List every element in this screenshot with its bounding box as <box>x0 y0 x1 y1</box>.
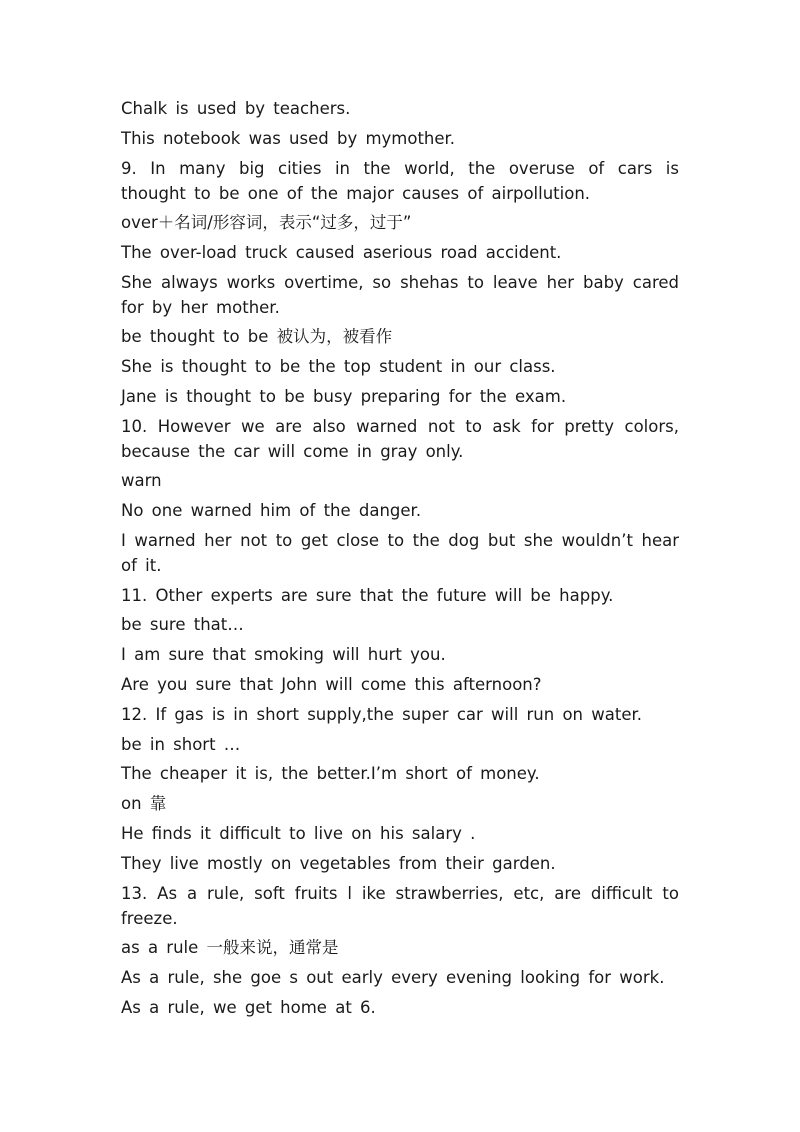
text-line: He finds it difficult to live on his salary . <box>121 823 476 843</box>
text-line: be in short … <box>121 734 241 754</box>
text-line: She is thought to be the top student in our class. <box>121 357 556 377</box>
text-line: This notebook was used by mymother. <box>121 128 456 148</box>
text-line: 12. If gas is in short supply,the super car will run on water. <box>121 704 643 724</box>
text-paragraph: 9. In many big cities in the world, the overuse of cars is thought to be one of the major causes of airpollution. <box>121 158 679 203</box>
text-line: The cheaper it is, the better.I’m short of money. <box>121 764 540 784</box>
text-line: No one warned him of the danger. <box>121 501 422 521</box>
text-line: As a rule, she goe s out early every evening looking for work. <box>121 967 665 987</box>
text-line: as a rule 一般来说，通常是 <box>121 938 339 958</box>
text-line: 11. Other experts are sure that the future will be happy. <box>121 585 614 605</box>
text-line: warn <box>121 471 162 491</box>
text-line: They live mostly on vegetables from their garden. <box>121 853 556 873</box>
text-line: The over-load truck caused aserious road accident. <box>121 242 562 262</box>
text-line: As a rule, we get home at 6. <box>121 997 376 1017</box>
text-line: on 靠 <box>121 794 167 814</box>
text-line: I am sure that smoking will hurt you. <box>121 645 446 665</box>
text-line: Jane is thought to be busy preparing for the exam. <box>121 386 567 406</box>
text-paragraph: I warned her not to get close to the dog but she wouldn’t hear of it. <box>121 530 679 575</box>
text-line: over＋名词/形容词，表示“过多，过于” <box>121 213 412 233</box>
text-line: Are you sure that John will come this afternoon? <box>121 674 542 694</box>
text-line: be thought to be 被认为，被看作 <box>121 327 393 347</box>
text-paragraph: 10. However we are also warned not to ask for pretty colors, because the car will come in gray only. <box>121 416 679 461</box>
text-line: Chalk is used by teachers. <box>121 99 351 118</box>
text-line: be sure that… <box>121 615 244 635</box>
text-paragraph: 13. As a rule, soft fruits l ike strawberries, etc, are difficult to freeze. <box>121 883 679 928</box>
text-paragraph: She always works overtime, so shehas to leave her baby cared for by her mother. <box>121 272 679 317</box>
document-body <box>121 96 679 1025</box>
